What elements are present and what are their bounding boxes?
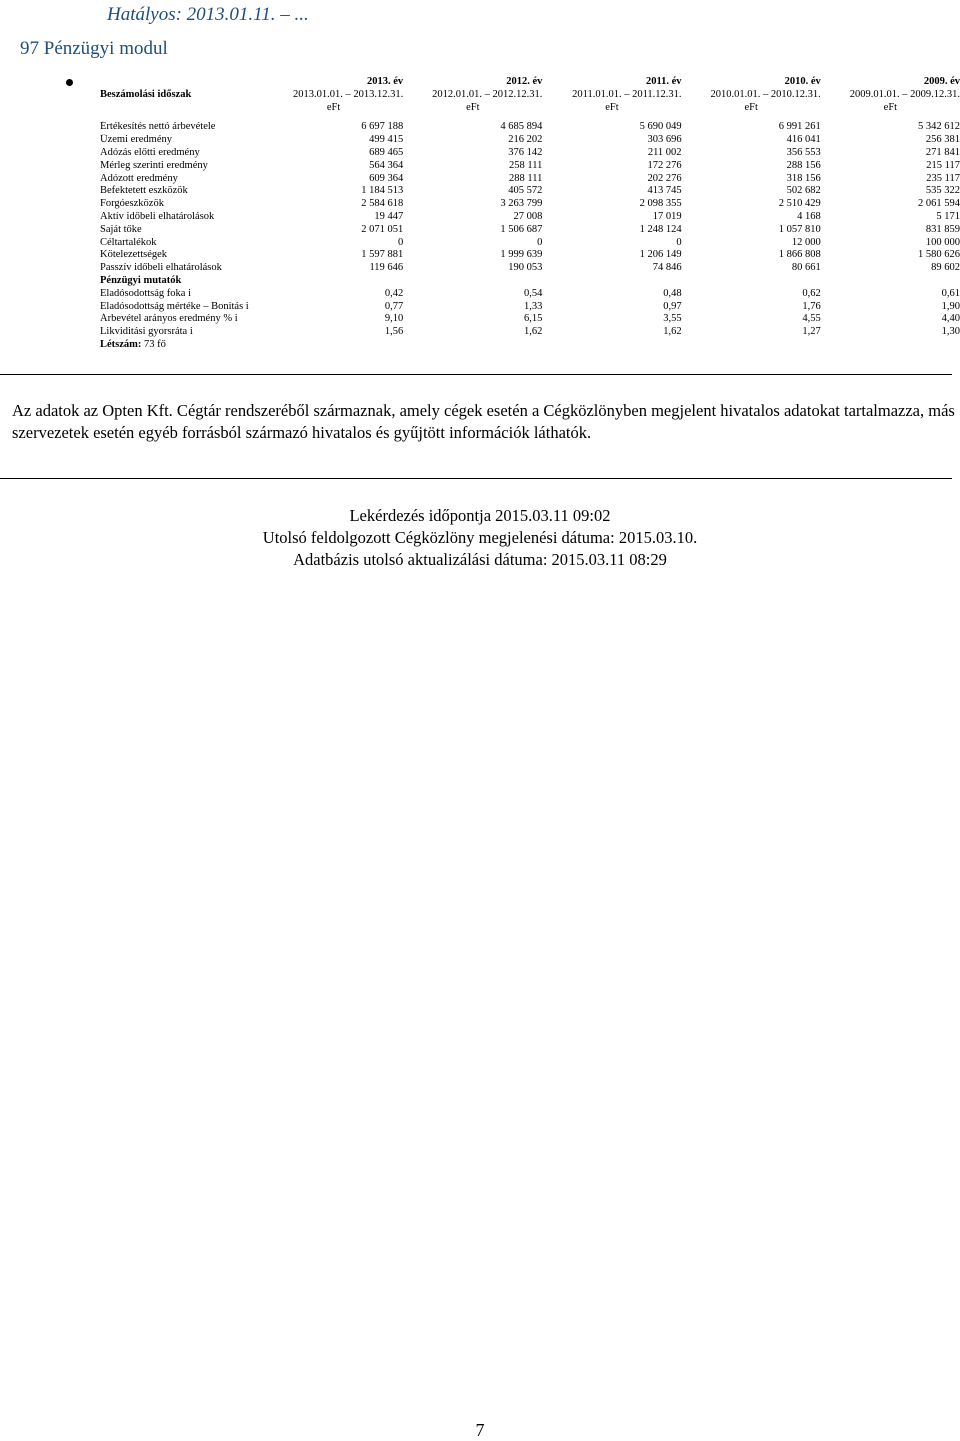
indicator-value: 4,40 [941, 313, 960, 325]
value-cell: 564 364 [369, 159, 404, 171]
row-label: Saját tőke [100, 223, 142, 235]
headcount-label: Létszám: [100, 338, 142, 350]
unit-spacer [100, 102, 264, 115]
period-cell: 2013.01.01. – 2013.12.31. [292, 88, 404, 100]
value-cell: 6 991 261 [778, 121, 821, 133]
value-cell: 271 841 [925, 146, 960, 158]
indicator-value: 0,77 [384, 300, 404, 312]
row-label: Passzív időbeli elhatárolások [100, 262, 222, 274]
value-cell: 831 859 [925, 223, 960, 235]
indicator-value: 4,55 [802, 313, 821, 325]
table-row [100, 198, 960, 211]
value-cell: 119 646 [369, 262, 404, 274]
table-row [100, 147, 960, 160]
value-cell: 2 584 618 [361, 198, 404, 210]
value-cell: 1 866 808 [778, 249, 821, 261]
table-row [100, 262, 960, 275]
value-cell: 80 661 [791, 262, 821, 274]
value-cell: 376 142 [508, 146, 543, 158]
row-label: Értékesítés nettó árbevétele [100, 121, 216, 133]
financial-table [100, 76, 960, 352]
indicator-value: 0,42 [384, 287, 404, 299]
divider-bottom [0, 478, 952, 479]
value-cell: 502 682 [786, 185, 821, 197]
value-cell: 1 506 687 [500, 223, 543, 235]
value-cell: 5 342 612 [918, 121, 960, 133]
value-cell: 288 156 [786, 159, 821, 171]
unit-cell: eFt [744, 101, 758, 113]
unit-cell: eFt [326, 101, 341, 113]
year-header: 2010. év [784, 76, 821, 87]
value-cell: 256 381 [925, 134, 960, 146]
indicator-row [100, 288, 960, 301]
bullet-icon [66, 79, 73, 86]
value-cell: 2 510 429 [778, 198, 821, 210]
indicators-title: Pénzügyi mutatók [100, 274, 182, 286]
divider-top [0, 374, 952, 375]
year-header: 2012. év [506, 76, 543, 87]
headcount [100, 339, 960, 352]
value-cell: 19 447 [374, 210, 404, 222]
indicator-label: Eladósodottság foka i [100, 287, 191, 299]
table-row [100, 249, 960, 262]
indicator-row [100, 326, 960, 339]
unit-cell: eFt [466, 101, 480, 113]
value-cell: 303 696 [647, 134, 682, 146]
value-cell: 6 697 188 [361, 121, 404, 133]
last-gazette-date: Utolsó feldolgozott Cégközlöny megjelenési dátuma: 2015.03.10. [262, 528, 698, 547]
value-cell: 211 002 [647, 146, 682, 158]
value-cell: 216 202 [508, 134, 543, 146]
value-cell: 413 745 [647, 185, 682, 197]
value-cell: 74 846 [652, 262, 682, 274]
value-cell: 1 057 810 [778, 223, 821, 235]
value-cell: 215 117 [926, 159, 960, 171]
period-cell: 2011.01.01. – 2011.12.31. [572, 88, 682, 100]
row-label: Kötelezettségek [100, 249, 168, 261]
row-label: Mérleg szerinti eredmény [100, 159, 208, 171]
period-cell: 2012.01.01. – 2012.12.31. [432, 88, 543, 100]
period-cell: 2010.01.01. – 2010.12.31. [710, 88, 821, 100]
value-cell: 202 276 [647, 172, 682, 184]
value-cell: 27 008 [513, 210, 543, 222]
value-cell: 0 [676, 236, 682, 248]
indicator-value: 0,97 [663, 300, 682, 312]
table-row [100, 134, 960, 147]
indicator-value: 1,62 [524, 326, 543, 338]
indicator-value: 1,33 [524, 300, 543, 312]
table-row [100, 160, 960, 173]
table-row [100, 211, 960, 224]
indicator-value: 1,76 [802, 300, 821, 312]
value-cell: 258 111 [509, 159, 543, 171]
row-label: Adózás előtti eredmény [100, 146, 200, 158]
indicator-value: 3,55 [663, 313, 682, 325]
indicator-value: 9,10 [384, 313, 404, 325]
indicator-value: 0,62 [802, 287, 821, 299]
indicator-row [100, 313, 960, 326]
source-note: Az adatok az Opten Kft. Cégtár rendszeréből származnak, amely cégek esetén a Cégközlönyben megjelent hivatalos adatokat tartalmazza, más szervezetek esetén egyéb forrásból származó hivatalos és gyűjtött információk láthatók. [12, 401, 955, 442]
value-cell: 17 019 [652, 210, 682, 222]
value-cell: 1 206 149 [639, 249, 682, 261]
year-header: 2011. év [645, 76, 682, 87]
value-cell: 535 322 [925, 185, 960, 197]
value-cell: 416 041 [786, 134, 821, 146]
query-meta [0, 505, 960, 571]
value-cell: 499 415 [369, 134, 404, 146]
value-cell: 4 168 [797, 210, 821, 222]
year-header: 2009. év [923, 76, 960, 87]
value-cell: 4 685 894 [500, 121, 543, 133]
value-cell: 2 071 051 [361, 223, 404, 235]
value-cell: 1 248 124 [639, 223, 682, 235]
row-label: Üzemi eredmény [100, 134, 173, 146]
value-cell: 318 156 [786, 172, 821, 184]
indicator-value: 1,30 [941, 326, 960, 338]
indicator-value: 0,48 [663, 287, 682, 299]
row-label: Aktív időbeli elhatárolások [100, 210, 215, 222]
value-cell: 0 [537, 236, 543, 248]
row-label: Adózott eredmény [100, 172, 178, 184]
value-cell: 609 364 [369, 172, 404, 184]
value-cell: 1 597 881 [361, 249, 404, 261]
row-label: Forgóeszközök [100, 198, 164, 210]
value-cell: 2 061 594 [918, 198, 960, 210]
unit-cell: eFt [883, 101, 898, 113]
value-cell: 689 465 [369, 146, 404, 158]
row-label: Céltartalékok [100, 236, 157, 248]
db-update-date: Adatbázis utolsó aktualizálási dátuma: 2015.03.11 08:29 [293, 550, 667, 569]
table-row [100, 185, 960, 198]
indicator-value: 6,15 [524, 313, 543, 325]
value-cell: 2 098 355 [639, 198, 682, 210]
value-cell: 288 111 [509, 172, 543, 184]
table-row [100, 173, 960, 186]
indicator-value: 0,61 [941, 287, 960, 299]
indicator-row [100, 301, 960, 314]
value-cell: 89 602 [931, 262, 960, 274]
validity-header: Hatályos: 2013.01.11. – ... [107, 4, 309, 25]
value-cell: 405 572 [508, 185, 543, 197]
indicator-label: Árbevétel arányos eredmény % i [100, 313, 238, 325]
indicator-label: Likviditási gyorsráta i [100, 326, 193, 338]
spacer-cell [100, 114, 960, 121]
header-spacer [100, 76, 264, 89]
value-cell: 1 999 639 [500, 249, 543, 261]
value-cell: 0 [397, 236, 404, 248]
table-row [100, 237, 960, 250]
year-header-row [100, 76, 960, 89]
section-title: 97 Pénzügyi modul [20, 38, 168, 59]
headcount-value: 73 fő [144, 338, 166, 350]
table-row [100, 224, 960, 237]
indicators-title-row [100, 275, 960, 288]
indicator-value: 0,54 [524, 287, 543, 299]
value-cell: 1 184 513 [361, 185, 404, 197]
value-cell: 356 553 [786, 146, 821, 158]
headcount-row [100, 339, 960, 352]
row-label: Befektetett eszközök [100, 185, 188, 197]
value-cell: 1 580 626 [918, 249, 960, 261]
indicator-value: 1,56 [384, 326, 404, 338]
value-cell: 172 276 [647, 159, 682, 171]
value-cell: 190 053 [508, 262, 543, 274]
page-number: 7 [475, 1420, 485, 1440]
value-cell: 235 117 [926, 172, 960, 184]
query-time: Lekérdezés időpontja 2015.03.11 09:02 [349, 506, 611, 525]
indicator-value: 1,90 [941, 300, 960, 312]
value-cell: 5 690 049 [639, 121, 682, 133]
indicator-label: Eladósodottság mértéke – Bonitás i [100, 300, 249, 312]
period-cell: 2009.01.01. – 2009.12.31. [849, 88, 960, 100]
unit-row [100, 102, 960, 115]
unit-cell: eFt [605, 101, 619, 113]
spacer-row [100, 114, 960, 121]
table-row [100, 121, 960, 134]
indicator-value: 1,27 [802, 326, 821, 338]
period-row [100, 89, 960, 102]
value-cell: 12 000 [791, 236, 821, 248]
indicator-value: 1,62 [663, 326, 682, 338]
year-header: 2013. év [367, 76, 404, 87]
value-cell: 100 000 [925, 236, 960, 248]
value-cell: 3 263 799 [500, 198, 543, 210]
period-label: Beszámolási időszak [100, 88, 192, 100]
value-cell: 5 171 [936, 210, 960, 222]
